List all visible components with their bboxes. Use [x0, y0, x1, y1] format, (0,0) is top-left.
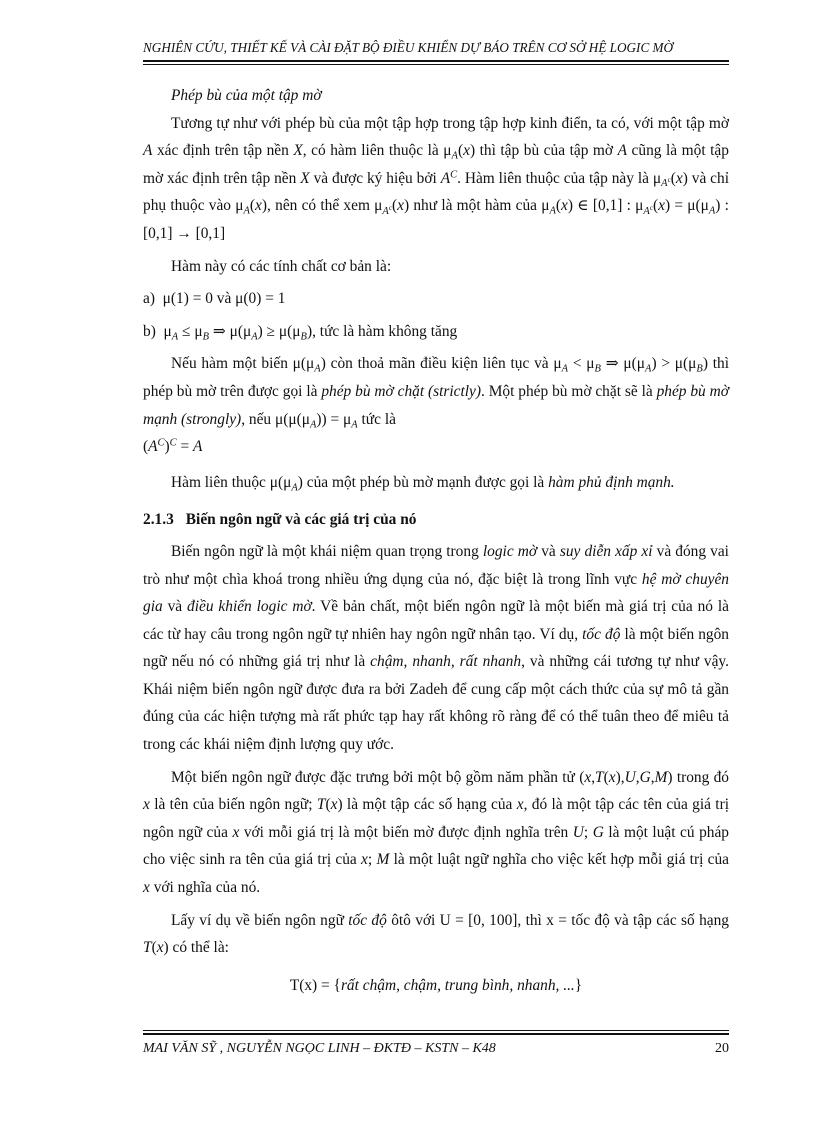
property-a: a) μ(1) = 0 và μ(0) = 1: [143, 290, 286, 308]
properties-intro: Hàm này có các tính chất cơ bản là:: [171, 257, 392, 275]
page-body: [143, 82, 729, 999]
header-rule-thin: [143, 64, 729, 65]
footer-rule-thin: [143, 1030, 729, 1031]
page-number: 20: [715, 1041, 729, 1056]
property-b: b) $\mu_A \le \mu_B$ ⇒ $\mu(\mu_A) \ge \mu(\mu_B)$, tức là hàm không tăng: [143, 322, 458, 343]
running-header: NGHIÊN CỨU, THIẾT KẾ VÀ CÀI ĐẶT BỘ ĐIỀU KHIỂN DỰ BÁO TRÊN CƠ SỞ HỆ LOGIC MỜ: [143, 40, 674, 55]
header-rule-thick: [143, 60, 729, 62]
paragraph-linguistic-variable: Biến ngôn ngữ là một khái niệm quan trọng trong logic mờ và suy diễn xấp xỉ và đóng vai trò như một chìa khoá trong nhiều ứng dụng của nó, đặc biệt là trong lĩnh vực hệ mờ chuyên gia và điều khiển logic mờ. Về bản chất, một biến ngôn ngữ là một biến mà giá trị của nó là các từ hay câu trong ngôn ngữ tự nhiên hay ngôn ngữ nhân tạo. Ví dụ, tốc độ là một biến ngôn ngữ nếu nó có những giá trị như là chậm, nhanh, rất nhanh, và những cái tương tự như vậy. Khái niệm biến ngôn ngữ được đưa ra bởi Zadeh để cung cấp một cách thức của sự mô tả gần đúng của các hiện tượng mà rất phức tạp hay rất không rõ ràng để có thể tuân theo để miêu tả trong các khái niệm định lượng quy ước.: [143, 542, 729, 754]
term-set-formula: T(x) = {rất chậm, chậm, trung bình, nhanh, ...}: [289, 976, 583, 994]
footer-authors: MAI VĂN SỸ , NGUYỄN NGỌC LINH – ĐKTĐ – KSTN – K48: [143, 1041, 496, 1056]
running-footer: [143, 1041, 729, 1057]
section-heading: 2.1.3 Biến ngôn ngữ và các giá trị của nó: [143, 511, 417, 529]
paragraph-complement: Tương tự như với phép bù của một tập hợp trong tập hợp kinh điển, ta có, với một tập mờ A xác định trên tập nền X, có hàm liên thuộc là $\mu_A(x)$ thì tập bù của tập mờ A cũng là một tập mờ xác định trên tập nền X và được ký hiệu bởi $A^C$. Hàm liên thuộc của tập này là $\mu_{A^c}(x)$ và chỉ phụ thuộc vào $\mu_A(x)$, nên có thể xem $\mu_{A^c}(x)$ như là một hàm của $\mu_A(x)$ ∈ [0,1] : $\mu_{A^c}(x) = \mu(\mu_A)$ : [0,1] → [0,1]: [143, 114, 729, 242]
paragraph-strong-negation: Hàm liên thuộc $\mu(\mu_A)$ của một phép bù mờ mạnh được gọi là hàm phủ định mạnh.: [171, 473, 675, 494]
paragraph-tuple-definition: Một biến ngôn ngữ được đặc trưng bởi một bộ gồm năm phần tử (x,T(x),U,G,M) trong đó x là tên của biến ngôn ngữ; T(x) là một tập các số hạng của x, đó là một tập các tên của giá trị ngôn ngữ của x với mỗi giá trị là một biến mờ được định nghĩa trên U; G là một luật cú pháp cho việc sinh ra tên của giá trị của x; M là một luật ngữ nghĩa cho việc kết hợp mỗi giá trị của x với nghĩa của nó.: [143, 768, 729, 897]
footer-rule-thick: [143, 1033, 729, 1035]
subsection-title: Phép bù của một tập mờ: [171, 87, 322, 104]
paragraph-strict-complement: Nếu hàm một biến $\mu(\mu_A)$ còn thoả mãn điều kiện liên tục và $\mu_A < \mu_B$ ⇒ $\mu(\mu_A) > \mu(\mu_B)$ thì phép bù mờ trên được gọi là phép bù mờ chặt (strictly). Một phép bù mờ chặt sẽ là phép bù mờ mạnh (strongly), nếu $\mu(\mu(\mu_A)) = \mu_A$ tức là $(A^C)^C = A$: [143, 355, 729, 456]
paragraph-speed-example: Lấy ví dụ về biến ngôn ngữ tốc độ ôtô với U = [0, 100], thì x = tốc độ và tập các số hạng T(x) có thể là:: [143, 911, 729, 957]
